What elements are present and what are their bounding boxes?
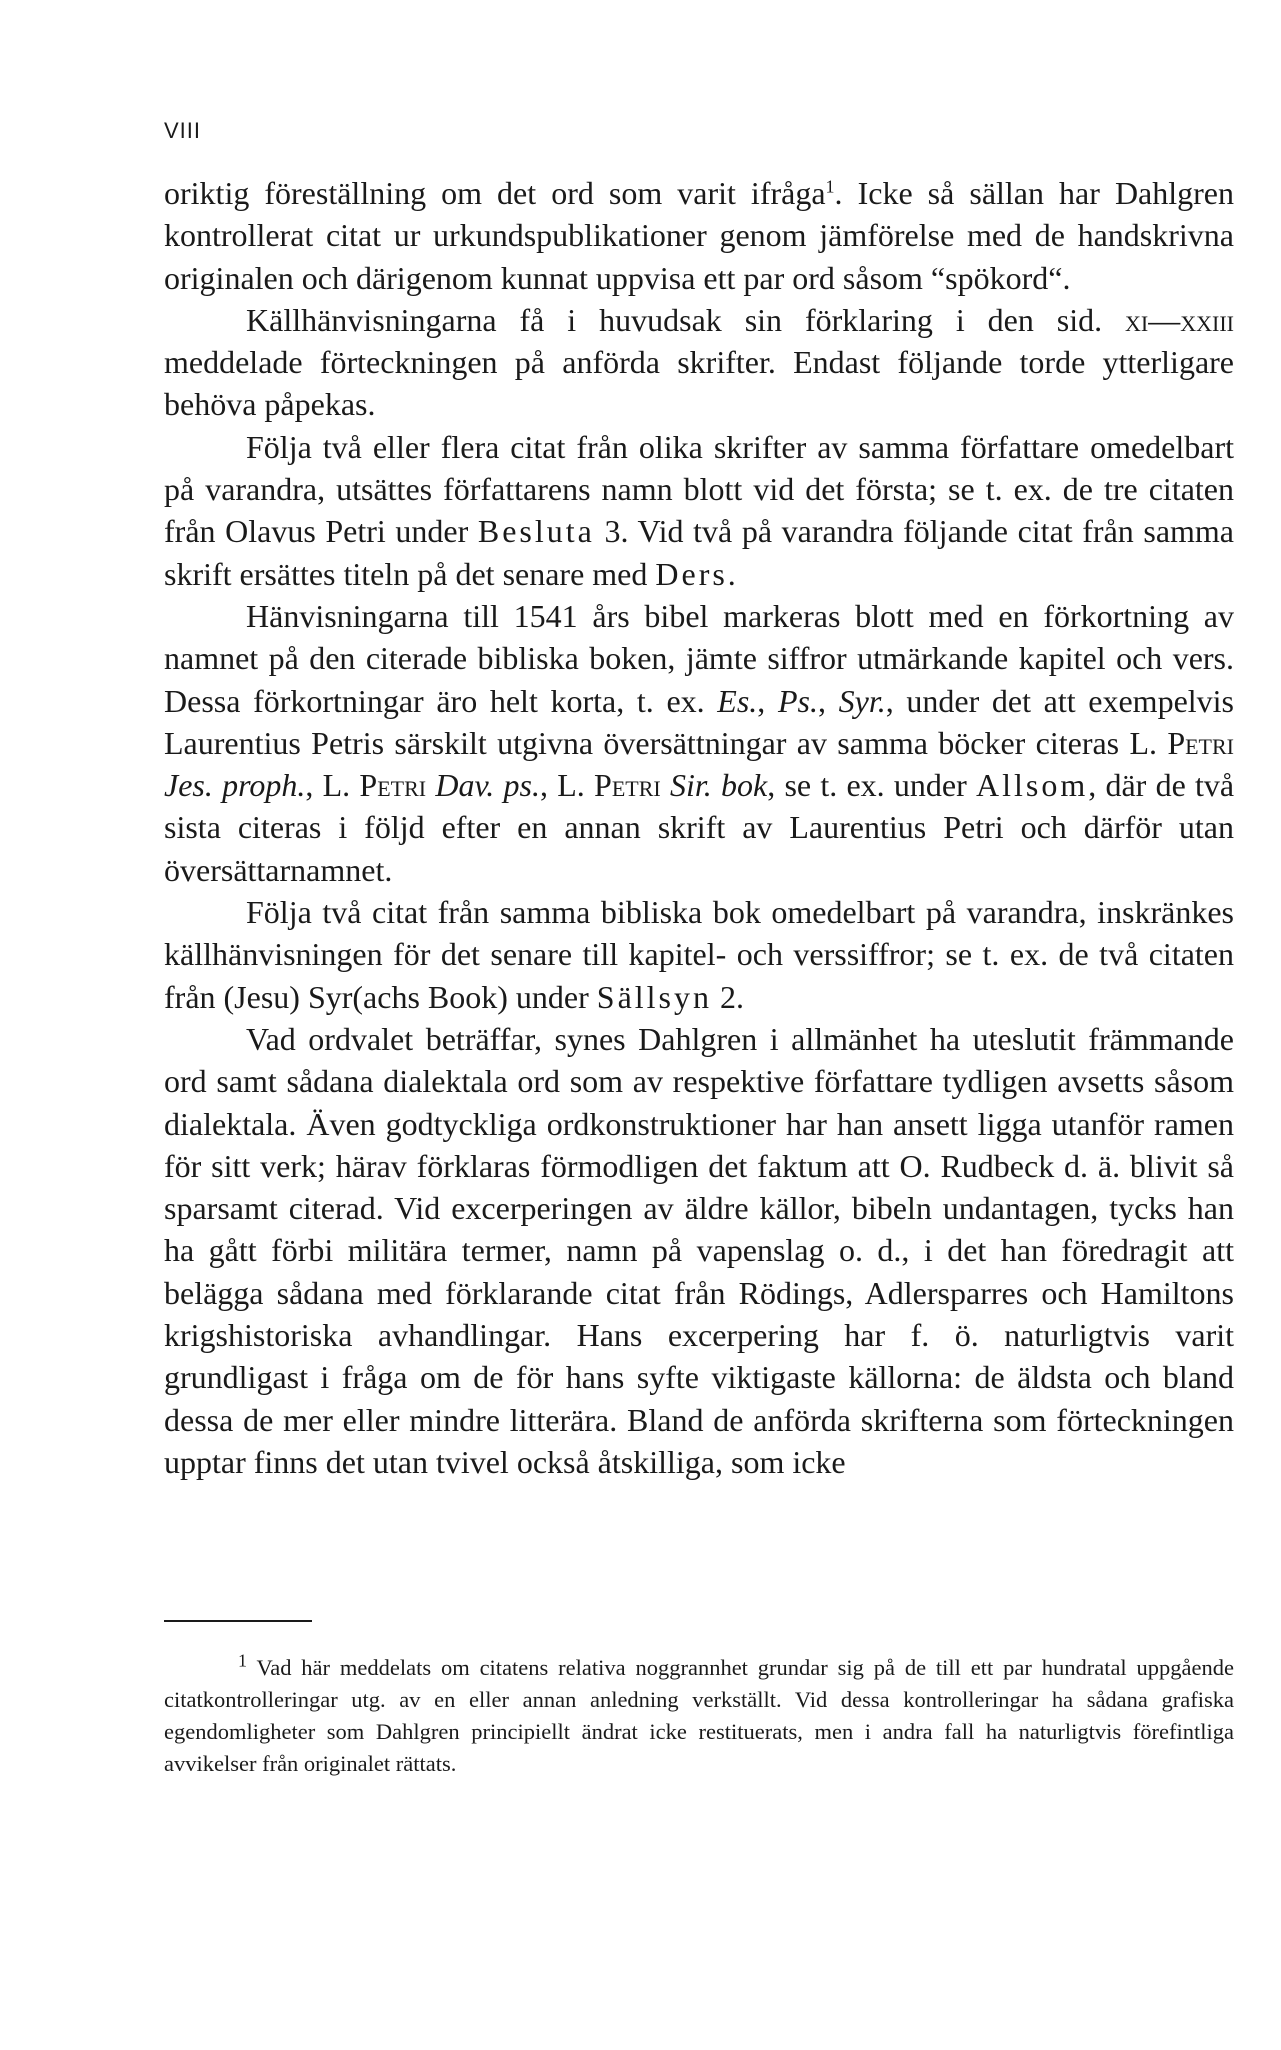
paragraph xyxy=(164,1018,1234,1483)
text-run: Följa två citat från samma bibliska bok omedelbart på varandra, inskränkes källhänvisningen för det senare till kapitel- och verssiffror; se t. ex. de två citaten från (Jesu) Syr(achs Book) under xyxy=(164,894,1234,1015)
text-run: 3. Vid två på varandra följande citat från samma skrift ersättes titeln på det senare med xyxy=(164,513,1235,592)
paragraph xyxy=(164,426,1234,595)
spaced-text: Sällsyn xyxy=(596,978,712,1015)
text-run: oriktig föreställning om det ord som varit ifråga xyxy=(164,175,826,211)
footnote xyxy=(164,1652,1234,1780)
spaced-text: Ders. xyxy=(655,555,739,592)
paragraph xyxy=(164,595,1234,891)
footnote-marker: 1 xyxy=(238,1650,247,1671)
text-run: , under det att exempelvis Laurentius Petris särskilt utgivna översättningar av samma böcker citeras L. xyxy=(164,682,1235,761)
italic-text: Dav. ps. xyxy=(435,767,540,804)
page-number: VIII xyxy=(164,118,202,143)
text-run: , xyxy=(817,682,839,719)
text-run: , L. xyxy=(305,767,360,804)
text-run xyxy=(661,767,670,803)
small-caps-text: Petri xyxy=(359,767,427,804)
small-caps-text: xi—xxiii xyxy=(1125,301,1234,338)
text-run: 2. xyxy=(712,978,744,1015)
text-run xyxy=(426,767,435,803)
text-run: Hänvisningarna till 1541 års bibel markeras blott med en förkortning av namnet på den citerade bibliska boken, jämte siffror utmärkande kapitel och vers. Dessa förkortningar äro helt korta, t. ex. xyxy=(164,597,1234,719)
italic-text: Jes. proph. xyxy=(164,767,306,804)
text-run: , xyxy=(757,682,778,719)
text-run: Källhänvisningarna få i huvudsak sin förklaring i den sid. xyxy=(246,301,1126,338)
spaced-text: Besluta xyxy=(477,513,595,550)
footnote-reference: 1 xyxy=(825,176,835,197)
italic-text: Es. xyxy=(717,682,758,719)
small-caps-text: Petri xyxy=(594,767,661,804)
small-caps-text: Petri xyxy=(1167,724,1234,761)
body-text xyxy=(164,172,1234,1483)
footnote-separator xyxy=(164,1620,312,1622)
text-run: , L. xyxy=(539,767,595,804)
text-run: meddelade förteckningen på anförda skrifter. Endast följande torde ytterligare behöva påpekas. xyxy=(164,344,1234,423)
italic-text: Sir. bok xyxy=(669,767,768,804)
paragraph xyxy=(164,891,1234,1018)
footnote-paragraph xyxy=(164,1652,1234,1780)
text-run: . Icke så sällan har Dahlgren kontrollerat citat ur urkundspublikationer genom jämförelse med de handskrivna originalen och därigenom kunnat uppvisa ett par ord såsom “spökord“. xyxy=(164,175,1235,296)
footnote-text: Vad här meddelats om citatens relativa noggrannhet grundar sig på de till ett par hundratal uppgående citatkontrolleringar utg. av en eller annan anledning verkställt. Vid dessa kontrolleringar ha sådana grafiska egendomligheter som Dahlgren principiellt ändrat icke restituerats, men i andra fall ha naturligtvis förefintliga avvikelser från originalet rättats. xyxy=(164,1655,1235,1776)
text-run: , där de två sista citeras i följd efter en annan skrift av Laurentius Petri och därför utan översättarnamnet. xyxy=(164,767,1235,888)
spaced-text: Allsom xyxy=(976,767,1089,804)
italic-text: Syr. xyxy=(838,682,886,719)
text-run: Vad ordvalet beträffar, synes Dahlgren i allmänhet ha uteslutit främmande ord samt sådana dialektala ord som av respektive författare tydligen avsetts såsom dialektala. Även godtyckliga ordkonstruktioner har han ansett ligga utanför ramen för sitt verk; härav förklaras förmodligen det faktum att O. Rudbeck d. ä. blivit så sparsamt citerad. Vid excerperingen av äldre källor, bibeln undantagen, tycks han ha gått förbi militära termer, namn på vapenslag o. d., i det han föredragit att belägga sådana med förklarande citat från Rödings, Adlersparres och Hamiltons krigshistoriska avhandlingar. Hans excerpering har f. ö. naturligtvis varit grundligast i fråga om de för hans syfte viktigaste källorna: de äldsta och bland dessa de mer eller mindre litterära. Bland de anförda skrifterna som förteckningen upptar finns det utan tvivel också åtskilliga, som icke xyxy=(164,1020,1234,1480)
paragraph xyxy=(164,299,1234,426)
italic-text: Ps. xyxy=(777,682,818,719)
text-run: , se t. ex. under xyxy=(767,767,976,804)
paragraph xyxy=(164,172,1234,299)
text-run: Följa två eller flera citat från olika skrifter av samma författare omedelbart på varandra, utsättes författarens namn blott vid det första; se t. ex. de tre citaten från Olavus Petri under xyxy=(164,428,1234,550)
